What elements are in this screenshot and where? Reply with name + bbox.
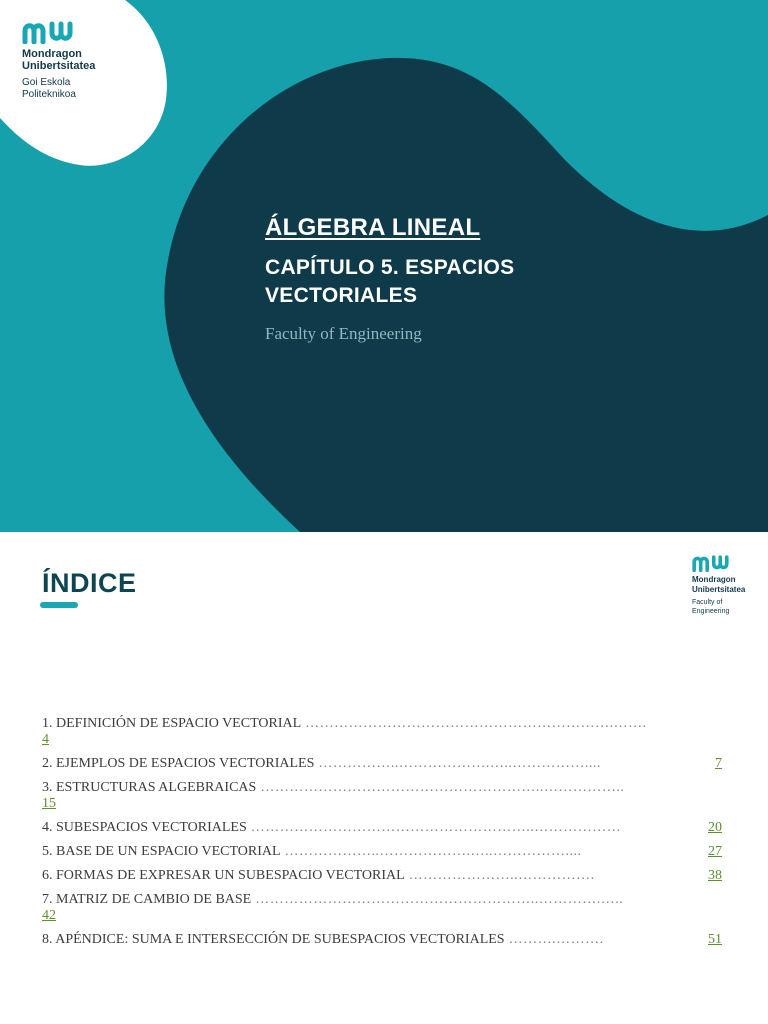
toc-item bbox=[42, 868, 722, 884]
logo-name-line2: Unibertsitatea bbox=[692, 585, 746, 594]
toc-page-link[interactable]: 42 bbox=[42, 908, 56, 923]
toc-item bbox=[42, 716, 722, 748]
toc-item-label: 7. MATRIZ DE CAMBIO DE BASE bbox=[42, 892, 252, 907]
toc-page-link[interactable]: 15 bbox=[42, 796, 56, 811]
table-of-contents bbox=[42, 716, 722, 948]
chapter-title: CAPÍTULO 5. ESPACIOS VECTORIALES bbox=[265, 256, 515, 307]
mondragon-logo bbox=[22, 20, 95, 101]
logo-sub-line2: Engineering bbox=[692, 608, 730, 615]
toc-item-label: 8. APÉNDICE: SUMA E INTERSECCIÓN DE SUBESPACIOS VECTORIALES bbox=[42, 932, 505, 947]
toc-item-label: 5. BASE DE UN ESPACIO VECTORIAL bbox=[42, 844, 281, 859]
toc-item bbox=[42, 844, 722, 860]
toc-page-link[interactable]: 51 bbox=[708, 932, 722, 947]
toc-item-label: 1. DEFINICIÓN DE ESPACIO VECTORIAL bbox=[42, 716, 302, 731]
logo-name-line1: Mondragon bbox=[692, 575, 736, 584]
logo-name-line1: Mondragon bbox=[22, 48, 82, 60]
toc-item bbox=[42, 820, 722, 836]
toc-item-label: 2. EJEMPLOS DE ESPACIOS VECTORIALES bbox=[42, 756, 315, 771]
toc-page-link[interactable]: 38 bbox=[708, 868, 722, 883]
logo-sub-line2: Politeknikoa bbox=[22, 89, 76, 100]
mondragon-logo-small bbox=[692, 554, 745, 616]
toc-dot-leader: ……………………………………………………….……. bbox=[305, 716, 647, 731]
toc-item bbox=[42, 780, 722, 812]
cover-title-block bbox=[265, 214, 595, 344]
toc-dot-leader: …………………………………………………..…………….. bbox=[260, 780, 625, 795]
mu-logo-icon bbox=[692, 554, 734, 572]
toc-dot-leader: ……………..……………….…..…………….... bbox=[318, 756, 601, 771]
toc-item-label: 4. SUBESPACIOS VECTORIALES bbox=[42, 820, 247, 835]
toc-dot-leader: …………………………………………………..………….….. bbox=[255, 892, 624, 907]
toc-item bbox=[42, 756, 722, 772]
toc-dot-leader: ……….………. bbox=[508, 932, 604, 947]
toc-page-link[interactable]: 7 bbox=[715, 756, 722, 771]
toc-dot-leader: …………………………………………………..……………… bbox=[250, 820, 622, 835]
index-title: ÍNDICE bbox=[42, 568, 137, 598]
title-accent-bar bbox=[40, 602, 78, 608]
logo-sub-line1: Faculty of bbox=[692, 599, 723, 606]
toc-item bbox=[42, 892, 722, 924]
toc-page-link[interactable]: 4 bbox=[42, 732, 49, 747]
toc-page-link[interactable]: 20 bbox=[708, 820, 722, 835]
faculty-label: Faculty of Engineering bbox=[265, 324, 422, 343]
mu-logo-icon bbox=[22, 20, 80, 44]
logo-sub-line1: Goi Eskola bbox=[22, 77, 71, 88]
course-title: ÁLGEBRA LINEAL bbox=[265, 214, 481, 241]
toc-item-label: 3. ESTRUCTURAS ALGEBRAICAS bbox=[42, 780, 257, 795]
toc-item bbox=[42, 932, 722, 948]
index-slide bbox=[0, 532, 768, 1024]
logo-name-line2: Unibertsitatea bbox=[22, 60, 96, 72]
toc-item-label: 6. FORMAS DE EXPRESAR UN SUBESPACIO VECTORIAL bbox=[42, 868, 405, 883]
toc-dot-leader: …………………..……………. bbox=[408, 868, 595, 883]
toc-dot-leader: ………………..……………….…..…………….... bbox=[284, 844, 582, 859]
toc-page-link[interactable]: 27 bbox=[708, 844, 722, 859]
